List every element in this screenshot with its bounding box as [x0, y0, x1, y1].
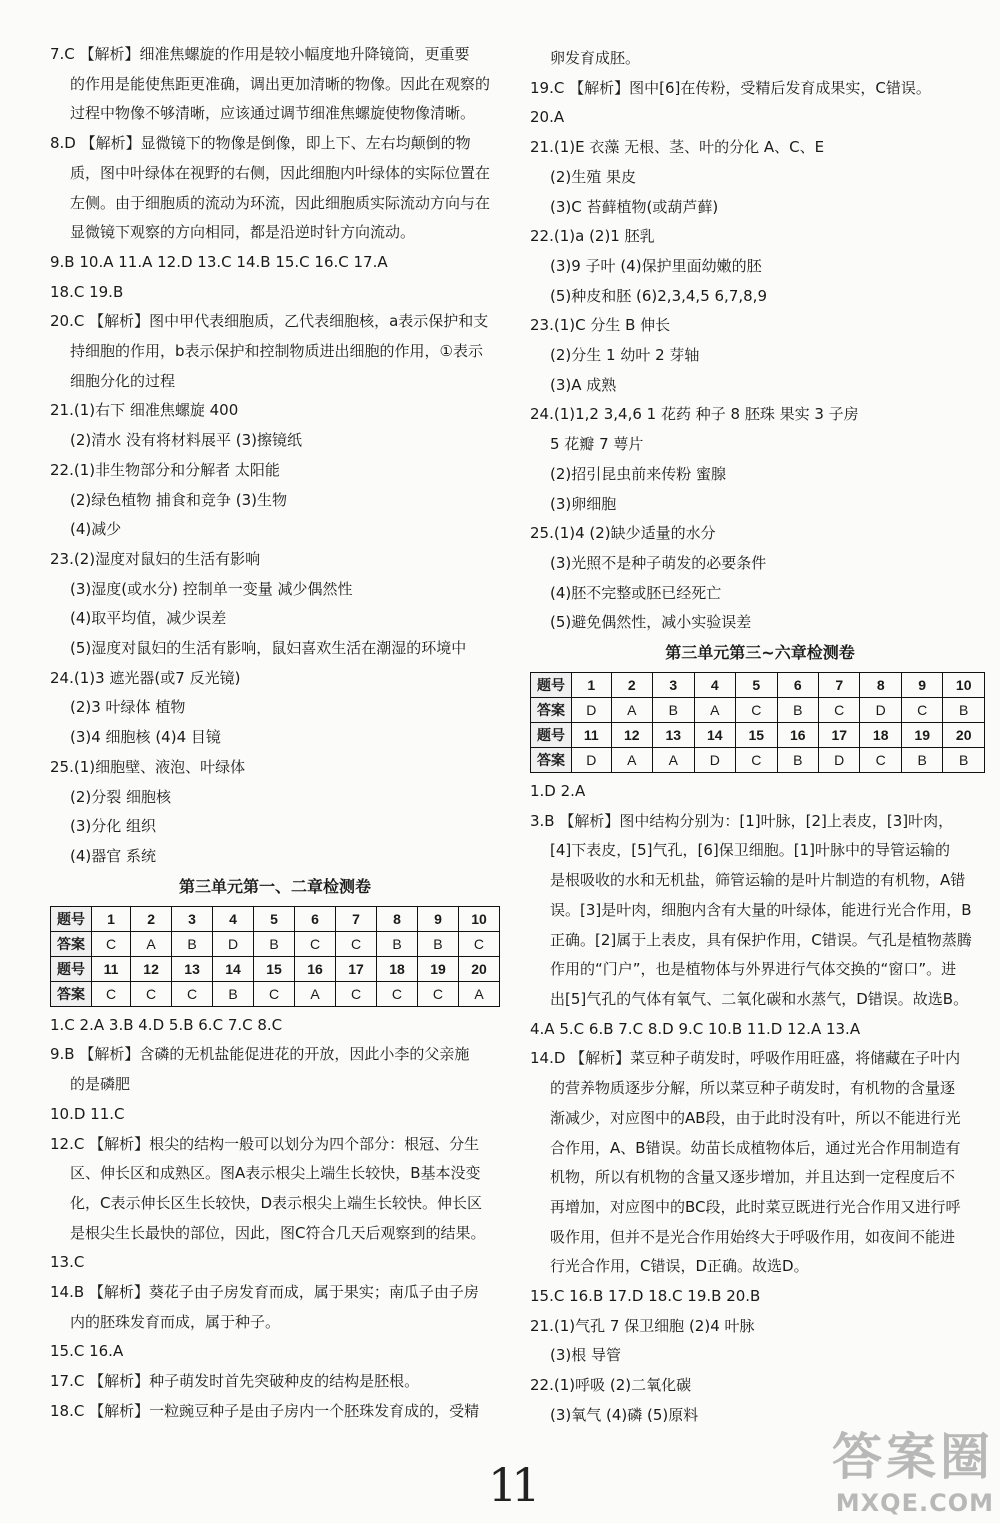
- answer-line: 是根尖生长最快的部位，因此，图C符合几天后观察到的结果。: [70, 1223, 486, 1242]
- answer-line: 18.C 19.B: [50, 282, 124, 301]
- answer-line: 行光合作用，C错误，D正确。故选D。: [550, 1257, 809, 1276]
- answer-line: (3)9 子叶 (4)保护里面幼嫩的胚: [550, 256, 762, 275]
- answer-line: 1.C 2.A 3.B 4.D 5.B 6.C 7.C 8.C: [50, 1015, 283, 1034]
- answer-table: [50, 906, 500, 1007]
- table-cell: C: [901, 698, 942, 723]
- table-cell: 13: [172, 956, 213, 981]
- table-cell: 17: [336, 956, 377, 981]
- table-cell: D: [572, 748, 612, 773]
- answer-line: (3)C 苔藓植物(或葫芦藓): [550, 197, 719, 216]
- table-row: [531, 748, 985, 773]
- answer-line: 15.C 16.A: [50, 1342, 124, 1361]
- answer-line: (4)减少: [70, 520, 122, 539]
- answer-line: 合作用，A、B错误。幼苗长成植物体后，通过光合作用制造有: [550, 1138, 961, 1157]
- answer-line: 22.(1)非生物部分和分解者 太阳能: [50, 460, 280, 479]
- answer-line: 7.C 【解析】细准焦螺旋的作用是较小幅度地升降镜筒，更重要: [50, 45, 470, 63]
- answer-line: 渐减少，对应图中的AB段，由于此时没有叶，所以不能进行光: [550, 1108, 961, 1127]
- table-cell: 18: [860, 723, 901, 748]
- left-answers-part2: [50, 1011, 500, 1427]
- table-cell: 19: [901, 723, 942, 748]
- table-cell: 20: [943, 723, 985, 748]
- table-cell: C: [92, 981, 131, 1006]
- answer-line: 12.C 【解析】根尖的结构一般可以划分为四个部分：根冠、分生: [50, 1134, 480, 1153]
- answer-line: (2)分生 1 幼叶 2 芽轴: [550, 346, 700, 365]
- answer-line: 内的胚珠发育而成，属于种子。: [70, 1312, 281, 1331]
- table-cell: D: [818, 748, 859, 773]
- answer-line: (5)避免偶然性，减小实验误差: [550, 613, 752, 632]
- answer-line: 13.C: [50, 1253, 85, 1272]
- answer-line: 是根吸收的水和无机盐，筛管运输的是叶片制造的有机物，A错: [550, 871, 966, 890]
- table-cell: B: [777, 748, 818, 773]
- answer-line: 9.B 10.A 11.A 12.D 13.C 14.B 15.C 16.C 17.A: [50, 252, 388, 271]
- table-cell: A: [131, 931, 172, 956]
- answer-line: (2)生殖 果皮: [550, 167, 637, 186]
- table-cell: C: [736, 748, 777, 773]
- table-cell: 9: [417, 906, 458, 931]
- table-cell: 3: [172, 906, 213, 931]
- answer-line: 22.(1)a (2)1 胚乳: [530, 227, 655, 246]
- table-label: 答案: [531, 748, 572, 773]
- answer-line: 23.(1)C 分生 B 伸长: [530, 316, 671, 335]
- answer-line: 左侧。由于细胞质的流动为环流，因此细胞质实际流动方向与在: [70, 193, 491, 212]
- table-cell: A: [611, 698, 652, 723]
- table-cell: D: [213, 931, 254, 956]
- table-cell: 16: [295, 956, 336, 981]
- left-column: [50, 40, 500, 1427]
- answer-line: 10.D 11.C: [50, 1104, 125, 1123]
- answer-line: 化，C表示伸长区生长较快，D表示根尖上端生长较快。伸长区: [70, 1193, 483, 1212]
- answer-line: (3)4 细胞核 (4)4 目镜: [70, 728, 221, 747]
- section-heading: 第三单元第三~六章检测卷: [665, 643, 855, 663]
- table-cell: B: [943, 748, 985, 773]
- answer-line: (5)湿度对鼠妇的生活有影响，鼠妇喜欢生活在潮湿的环境中: [70, 639, 467, 658]
- table-cell: B: [254, 931, 295, 956]
- table-cell: C: [254, 981, 295, 1006]
- answer-line: 14.D 【解析】菜豆种子萌发时，呼吸作用旺盛，将储藏在子叶内: [530, 1049, 961, 1068]
- table-cell: C: [172, 981, 213, 1006]
- table-cell: 2: [131, 906, 172, 931]
- table-cell: B: [213, 981, 254, 1006]
- answer-line: 24.(1)1,2 3,4,6 1 花药 种子 8 胚珠 果实 3 子房: [530, 405, 859, 424]
- table-cell: 20: [458, 956, 499, 981]
- answer-line: 3.B 【解析】图中结构分别为：[1]叶脉，[2]上表皮，[3]叶肉，: [530, 811, 954, 830]
- answer-line: 8.D 【解析】显微镜下的物像是倒像，即上下、左右均颠倒的物: [50, 134, 471, 153]
- answer-line: (2)绿色植物 捕食和竞争 (3)生物: [70, 490, 288, 509]
- answer-line: 21.(1)右下 细准焦螺旋 400: [50, 401, 239, 420]
- table-cell: 12: [131, 956, 172, 981]
- table-cell: 14: [694, 723, 735, 748]
- answer-line: (3)A 成熟: [550, 375, 617, 394]
- answer-line: 14.B 【解析】葵花子由子房发育而成，属于果实；南瓜子由子房: [50, 1283, 479, 1302]
- right-answers-part2: [530, 777, 990, 1430]
- table-cell: C: [860, 748, 901, 773]
- answer-line: 卵发育成胚。: [550, 49, 641, 67]
- answer-table: [530, 672, 985, 773]
- answer-line: 25.(1)细胞壁、液泡、叶绿体: [50, 757, 246, 776]
- answer-line: 22.(1)呼吸 (2)二氧化碳: [530, 1376, 692, 1395]
- table-cell: C: [417, 981, 458, 1006]
- answer-line: 24.(1)3 遮光器(或7 反光镜): [50, 668, 241, 687]
- table-cell: 11: [572, 723, 612, 748]
- table-cell: 10: [458, 906, 499, 931]
- table-cell: 14: [213, 956, 254, 981]
- table-row: [531, 698, 985, 723]
- answer-line: 正确。[2]属于上表皮，具有保护作用，C错误。气孔是植物蒸腾: [550, 930, 972, 949]
- table-cell: C: [736, 698, 777, 723]
- table-cell: B: [417, 931, 458, 956]
- watermark-logo: [832, 1417, 994, 1517]
- answer-line: (2)分裂 细胞核: [70, 787, 172, 806]
- table-cell: A: [611, 748, 652, 773]
- right-answers-part1: [530, 44, 990, 638]
- right-column: [530, 44, 990, 1431]
- table-cell: 3: [653, 673, 694, 698]
- table-cell: C: [131, 981, 172, 1006]
- table-cell: 4: [694, 673, 735, 698]
- table-cell: B: [653, 698, 694, 723]
- table-cell: C: [295, 931, 336, 956]
- left-answers-part1: [50, 40, 500, 872]
- table-label: 题号: [531, 723, 572, 748]
- table-cell: 10: [943, 673, 985, 698]
- answer-line: (3)湿度(或水分) 控制单一变量 减少偶然性: [70, 579, 353, 598]
- answer-line: 15.C 16.B 17.D 18.C 19.B 20.B: [530, 1287, 761, 1306]
- answer-line: 21.(1)E 衣藻 无根、茎、叶的分化 A、C、E: [530, 138, 825, 157]
- table-cell: 11: [92, 956, 131, 981]
- answer-line: (3)氧气 (4)磷 (5)原料: [550, 1405, 699, 1424]
- answer-line: (3)根 导管: [550, 1346, 622, 1365]
- answer-line: (2)3 叶绿体 植物: [70, 698, 186, 717]
- table-cell: 8: [860, 673, 901, 698]
- answer-line: (2)清水 没有将材料展平 (3)擦镜纸: [70, 431, 303, 450]
- table-cell: D: [860, 698, 901, 723]
- table-row: [531, 723, 985, 748]
- table-row: [51, 931, 500, 956]
- page-number: 11: [488, 1458, 535, 1512]
- table-cell: 2: [611, 673, 652, 698]
- answer-line: 9.B 【解析】含磷的无机盐能促进花的开放，因此小李的父亲施: [50, 1045, 470, 1064]
- table-cell: C: [336, 931, 377, 956]
- answer-line: (3)卵细胞: [550, 494, 617, 513]
- table-cell: 1: [92, 906, 131, 931]
- table-label: 答案: [531, 698, 572, 723]
- table-cell: 4: [213, 906, 254, 931]
- table-cell: 6: [777, 673, 818, 698]
- table-cell: B: [943, 698, 985, 723]
- answer-line: 5 花瓣 7 萼片: [550, 435, 644, 454]
- answer-line: 1.D 2.A: [530, 782, 586, 801]
- table-cell: C: [818, 698, 859, 723]
- table-cell: C: [336, 981, 377, 1006]
- table-cell: 5: [736, 673, 777, 698]
- table-cell: 6: [295, 906, 336, 931]
- answer-line: 出[5]气孔的气体有氧气、二氧化碳和水蒸气，D错误。故选B。: [550, 989, 969, 1008]
- answer-line: 显微镜下观察的方向相同，都是沿逆时针方向流动。: [70, 223, 416, 242]
- table-cell: A: [694, 698, 735, 723]
- table-cell: C: [92, 931, 131, 956]
- table-cell: 9: [901, 673, 942, 698]
- table-row: [51, 981, 500, 1006]
- table-cell: 13: [653, 723, 694, 748]
- answer-line: 机物，所以有机物的含量又逐步增加，并且达到一定程度后不: [550, 1168, 956, 1187]
- answer-line: (4)胚不完整或胚已经死亡: [550, 583, 722, 602]
- table-cell: D: [694, 748, 735, 773]
- table-label: 题号: [531, 673, 572, 698]
- answer-line: 18.C 【解析】一粒豌豆种子是由子房内一个胚珠发育成的，受精: [50, 1401, 480, 1420]
- answer-line: 23.(2)湿度对鼠妇的生活有影响: [50, 549, 261, 568]
- table-row: [531, 673, 985, 698]
- section-heading: 第三单元第一、二章检测卷: [178, 876, 371, 896]
- table-cell: A: [458, 981, 499, 1006]
- answer-line: 吸作用，但并不是光合作用始终大于呼吸作用，如夜间不能进: [550, 1227, 956, 1246]
- answer-line: 的营养物质逐步分解，所以菜豆种子萌发时，有机物的含量逐: [550, 1079, 956, 1098]
- table-label: 题号: [51, 906, 92, 931]
- watermark-text: 答案圈: [832, 1428, 994, 1486]
- table-cell: 19: [417, 956, 458, 981]
- table-cell: B: [901, 748, 942, 773]
- answer-line: [4]下表皮，[5]气孔，[6]保卫细胞。[1]叶脉中的导管运输的: [550, 841, 950, 860]
- table-cell: 15: [736, 723, 777, 748]
- table-cell: D: [572, 698, 612, 723]
- answer-line: (4)器官 系统: [70, 846, 157, 865]
- answer-line: 过程中物像不够清晰，应该通过调节细准焦螺旋使物像清晰。: [70, 104, 476, 123]
- answer-line: 的是磷肥: [70, 1075, 131, 1094]
- table-cell: A: [653, 748, 694, 773]
- table-cell: C: [458, 931, 499, 956]
- table-cell: 7: [818, 673, 859, 698]
- answer-line: 20.C 【解析】图中甲代表细胞质，乙代表细胞核，a表示保护和支: [50, 312, 489, 331]
- answer-line: 作用的“门户”，也是植物体与外界进行气体交换的“窗口”。进: [550, 960, 957, 979]
- answer-line: (3)分化 组织: [70, 817, 157, 836]
- table-row: [51, 956, 500, 981]
- table-cell: 15: [254, 956, 295, 981]
- answer-line: 再增加，对应图中的BC段，此时菜豆既进行光合作用又进行呼: [550, 1197, 961, 1216]
- answer-line: 持细胞的作用，b表示保护和控制物质进出细胞的作用，①表示: [70, 342, 483, 361]
- answer-line: 区、伸长区和成熟区。图A表示根尖上端生长较快，B基本没变: [70, 1164, 481, 1183]
- answer-line: 细胞分化的过程: [70, 371, 176, 390]
- table-cell: 18: [377, 956, 418, 981]
- table-cell: A: [295, 981, 336, 1006]
- table-cell: 17: [818, 723, 859, 748]
- table-cell: 16: [777, 723, 818, 748]
- table-row: [51, 906, 500, 931]
- table-cell: 1: [572, 673, 612, 698]
- answer-line: (3)光照不是种子萌发的必要条件: [550, 553, 767, 572]
- table-cell: 12: [611, 723, 652, 748]
- table-cell: 5: [254, 906, 295, 931]
- table-label: 答案: [51, 931, 92, 956]
- answer-line: 误。[3]是叶肉，细胞内含有大量的叶绿体，能进行光合作用，B: [550, 900, 972, 919]
- table-cell: B: [777, 698, 818, 723]
- table-cell: 8: [377, 906, 418, 931]
- answer-line: 20.A: [530, 108, 565, 127]
- answer-line: 19.C 【解析】图中[6]在传粉，受精后发育成果实，C错误。: [530, 78, 931, 97]
- answer-line: 17.C 【解析】种子萌发时首先突破种皮的结构是胚根。: [50, 1372, 420, 1391]
- answer-line: (2)招引昆虫前来传粉 蜜腺: [550, 464, 727, 483]
- table-cell: C: [377, 981, 418, 1006]
- table-cell: B: [377, 931, 418, 956]
- answer-line: 4.A 5.C 6.B 7.C 8.D 9.C 10.B 11.D 12.A 13.A: [530, 1019, 861, 1038]
- answer-line: 25.(1)4 (2)缺少适量的水分: [530, 524, 716, 543]
- answer-line: 质，图中叶绿体在视野的右侧，因此细胞内叶绿体的实际位置在: [70, 163, 491, 182]
- answer-line: (5)种皮和胚 (6)2,3,4,5 6,7,8,9: [550, 286, 767, 305]
- table-label: 答案: [51, 981, 92, 1006]
- table-label: 题号: [51, 956, 92, 981]
- table-cell: B: [172, 931, 213, 956]
- watermark-url: MXQE.COM: [835, 1489, 994, 1517]
- answer-line: (4)取平均值，减少误差: [70, 609, 227, 628]
- answer-line: 的作用是能使焦距更准确，调出更加清晰的物像。因此在观察的: [70, 74, 491, 93]
- answer-line: 21.(1)气孔 7 保卫细胞 (2)4 叶脉: [530, 1316, 755, 1335]
- table-cell: 7: [336, 906, 377, 931]
